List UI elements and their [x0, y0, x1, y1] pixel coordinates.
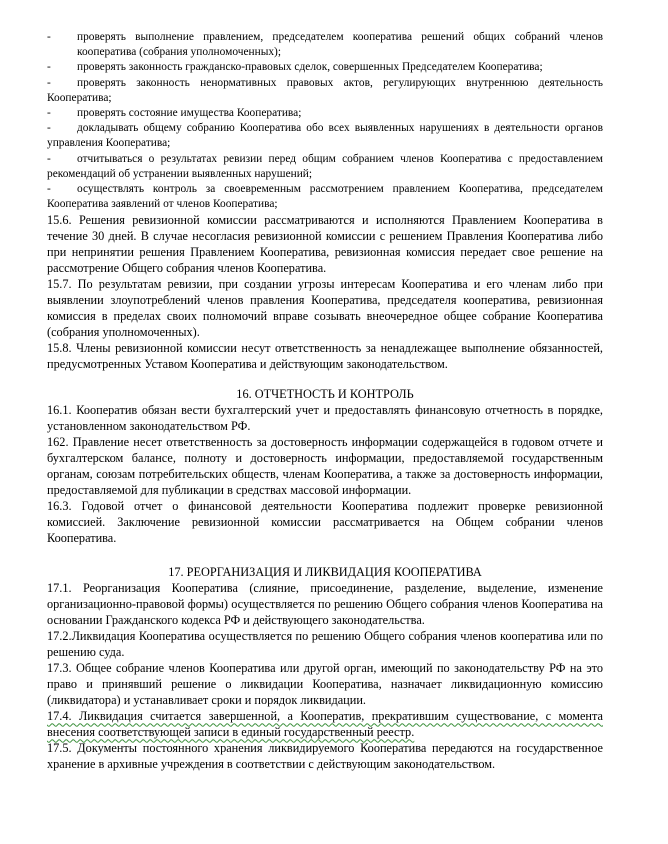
clause-17-5: 17.5. Документы постоянного хранения ликвидируемого Кооператива передаются на государственное хранение в архивные учреждения в соответствии с действующим законодательством.: [47, 741, 603, 772]
list-item-text: проверять законность гражданско-правовых сделок, совершенных Председателем Кооператива;: [77, 61, 543, 74]
list-item: - проверять законность ненормативных правовых актов, регулирующих внутреннюю деятельность Кооператива;: [47, 76, 603, 104]
section-15-clauses: [47, 212, 603, 372]
clause-17-4: 17.4. Ликвидация считается завершенной, а Кооператив, прекратившим существование, с момента внесения соответствующей записи в единый государственный реестр.: [47, 709, 603, 740]
list-item-text: проверять выполнение правлением, председателем кооператива решений общих собраний членов кооператива (собрания уполномоченных);: [77, 31, 603, 59]
list-item-text: осуществлять контроль за своевременным рассмотрением правлением Кооператива, председателем Кооператива заявлений от членов Кооператива;: [47, 183, 603, 211]
document-page: [47, 30, 603, 772]
section-17-heading: 17. РЕОРГАНИЗАЦИЯ И ЛИКВИДАЦИЯ КООПЕРАТИВА: [168, 565, 482, 580]
list-item: - проверять выполнение правлением, председателем кооператива решений общих собраний членов кооператива (собрания уполномоченных);: [47, 30, 603, 60]
clause-15-8: 15.8. Члены ревизионной комиссии несут ответственность за ненадлежащее выполнение обязанностей, предусмотренных Уставом Кооператива и действующим законодательством.: [47, 341, 603, 372]
list-item: - отчитываться о результатах ревизии перед общим собранием членов Кооператива с предоставлением рекомендаций об устранении выявленных нарушений;: [47, 152, 603, 180]
list-item-text: отчитываться о результатах ревизии перед общим собранием членов Кооператива с предоставлением рекомендаций об устранении выявленных нарушений;: [47, 152, 603, 180]
clause-17-1: 17.1. Реорганизация Кооператива (слияние, присоединение, разделение, выделение, изменение организационно-правовой формы) осуществляется по решению Общего собрания членов Кооператива на основании Гражданского кодекса РФ и действующего законодательства.: [47, 581, 603, 628]
clause-17-2: 17.2.Ликвидация Кооператива осуществляется по решению Общего собрания членов кооператива или по решению суда.: [47, 629, 603, 660]
clause-15-6: 15.6. Решения ревизионной комиссии рассматриваются и исполняются Правлением Кооператива в течение 30 дней. В случае несогласия ревизионной комиссии с решением Правления Кооператива либо при непринятии решения Правлением Кооператива, ревизионная комиссия передает свое решение на рассмотрение Общего собрания членов Кооператива.: [47, 213, 603, 276]
list-item: - докладывать общему собранию Кооператива обо всех выявленных нарушениях в деятельности органов управления Кооператива;: [47, 122, 603, 150]
section-16-clauses: [47, 402, 603, 546]
clause-17-3: 17.3. Общее собрание членов Кооператива или другой орган, имеющий по законодательству РФ на это право и принявший решение о ликвидации Кооператива, назначает ликвидационную комиссию (ликвидатора) и устанавливает сроки и порядок ликвидации.: [47, 661, 603, 708]
list-item: - проверять состояние имущества Кооператива;: [47, 106, 603, 121]
clause-16-1: 16.1. Кооператив обязан вести бухгалтерский учет и предоставлять финансовую отчетность в порядке, установленном законодательством РФ.: [47, 403, 603, 434]
list-item: - проверять законность гражданско-правовых сделок, совершенных Председателем Кооператива;: [47, 60, 603, 75]
section-16-heading: 16. ОТЧЕТНОСТЬ И КОНТРОЛЬ: [236, 387, 414, 402]
list-item-text: проверять состояние имущества Кооператива;: [77, 107, 302, 120]
list-item-text: проверять законность ненормативных правовых актов, регулирующих внутреннюю деятельность Кооператива;: [47, 76, 603, 104]
list-item: - осуществлять контроль за своевременным рассмотрением правлением Кооператива, председателем Кооператива заявлений от членов Кооператива;: [47, 183, 603, 211]
section-17-clauses: [47, 580, 603, 772]
bullet-list: [47, 30, 603, 212]
clause-16-2: 162. Правление несет ответственность за достоверность информации содержащейся в годовом отчете и бухгалтерском балансе, полноту и достоверность информации, предоставляемой государственным органам, союзам потребительских обществ, членам Кооператива, а также за достоверность информации, предоставляемой для публикации в средствах массовой информации.: [47, 435, 603, 498]
clause-15-7: 15.7. По результатам ревизии, при создании угрозы интересам Кооператива и его членам либо при выявлении злоупотреблений членов правления Кооператива, председателя кооператива, ревизионная комиссия в пределах своих полномочий вправе созывать внеочередное общее собрание Кооператива (собрания уполномоченных).: [47, 277, 603, 340]
clause-16-3: 16.3. Годовой отчет о финансовой деятельности Кооператива подлежит проверке ревизионной комиссией. Заключение ревизионной комиссии рассматривается на Общем собрании членов Кооператива.: [47, 499, 603, 546]
list-item-text: докладывать общему собранию Кооператива обо всех выявленных нарушениях в деятельности органов управления Кооператива;: [47, 122, 603, 150]
